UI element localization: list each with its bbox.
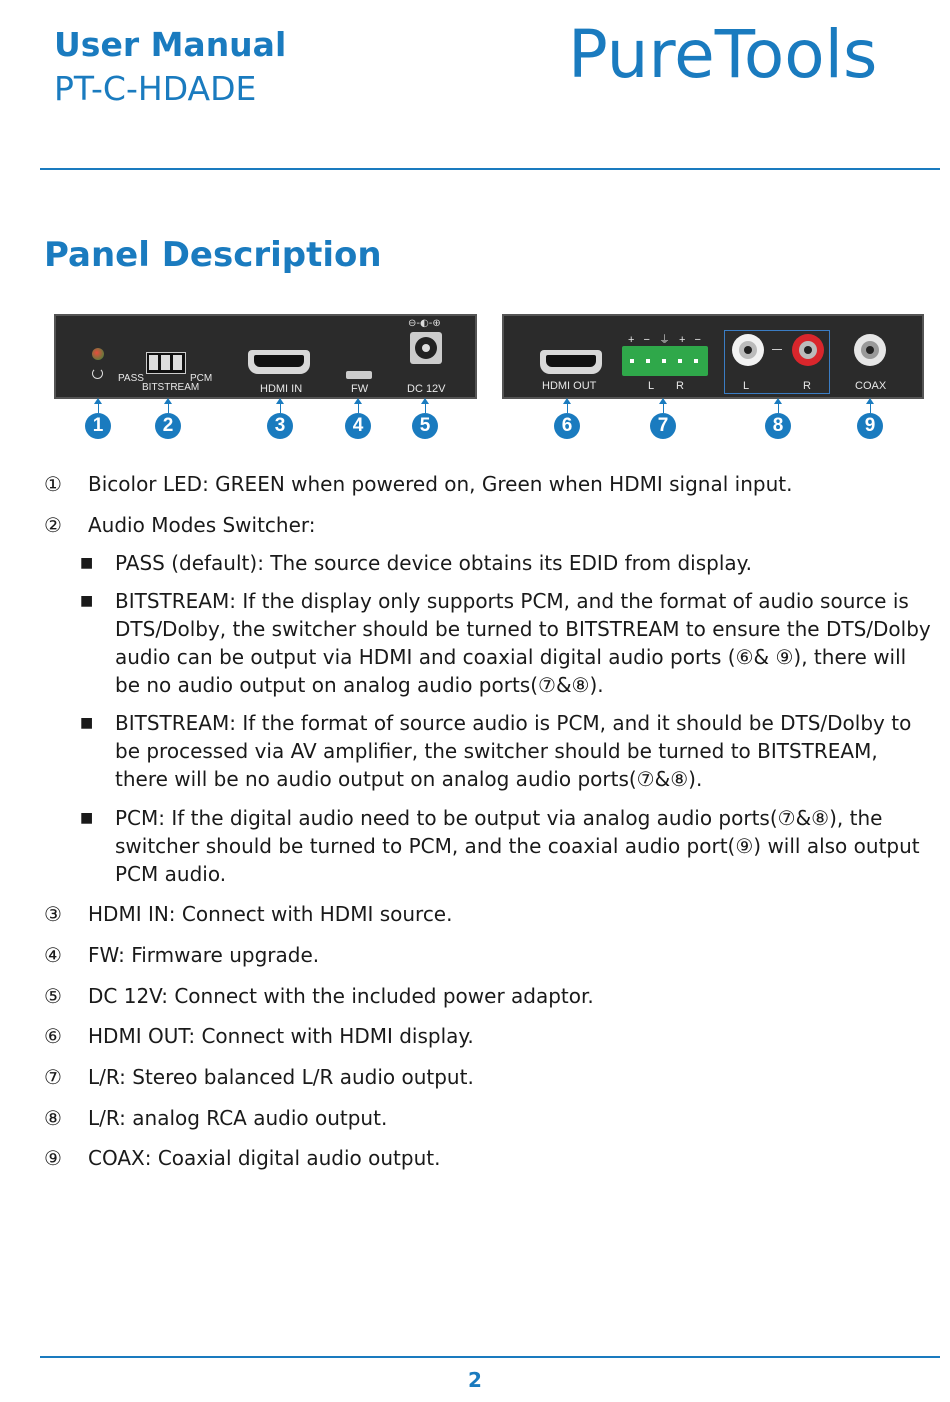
bullet-mark: ■ — [80, 715, 94, 731]
terminal-signs: + − ⏚ + − — [628, 334, 704, 346]
power-icon — [92, 368, 103, 379]
dc-polarity-icon: ⊖-◐-⊕ — [408, 318, 441, 329]
terminal-l-label: L — [648, 380, 655, 392]
item-text: L/R: Stereo balanced L/R audio output. — [88, 1065, 474, 1089]
puretools-logo: PureTools — [568, 16, 878, 93]
front-panel-image — [54, 314, 477, 399]
footer-divider — [40, 1356, 940, 1358]
item-number: ④ — [44, 943, 62, 967]
item-text: Audio Modes Switcher: — [88, 513, 316, 537]
rca-red-jack-icon — [792, 334, 824, 366]
fw-label: FW — [351, 383, 369, 395]
callout-badge-4: 4 — [345, 413, 371, 439]
bullet-text: BITSTREAM: If the display only supports PCM, and the format of audio source is DTS/Dolby, the switcher should be turned to BITSTREAM to ensure the DTS/Dolby audio can be output via HDMI and coaxial digital audio ports (⑥& ⑨), there will be no audio output on analog audio ports(⑦&⑧). — [115, 589, 931, 697]
item-number: ② — [44, 513, 62, 537]
item-number: ⑥ — [44, 1024, 62, 1048]
callout-badge-7: 7 — [650, 413, 676, 439]
bullet-mark: ■ — [80, 593, 94, 609]
callout-badge-6: 6 — [554, 413, 580, 439]
manual-title: User Manual — [54, 25, 287, 64]
bullet-mark: ■ — [80, 555, 94, 571]
section-title: Panel Description — [44, 235, 382, 275]
bullet-text: PASS (default): The source device obtains its EDID from display. — [115, 551, 752, 575]
switch-pass-label: PASS — [118, 373, 144, 384]
item-number: ⑨ — [44, 1146, 62, 1170]
header-divider — [40, 168, 940, 170]
bullet-text: PCM: If the digital audio need to be output via analog audio ports(⑦&⑧), the switcher should be turned to PCM, and the coaxial audio port(⑨) will also output PCM audio. — [115, 806, 920, 886]
rca-l-label: L — [743, 380, 750, 392]
item-number: ③ — [44, 902, 62, 926]
item-number: ⑦ — [44, 1065, 62, 1089]
switch-pcm-label: PCM — [190, 373, 213, 384]
callout-badge-1: 1 — [85, 413, 111, 439]
item-number: ⑤ — [44, 984, 62, 1008]
rear-panel-image — [502, 314, 924, 399]
item-text: Bicolor LED: GREEN when powered on, Green when HDMI signal input. — [88, 472, 793, 496]
switch-body-icon — [146, 352, 186, 374]
page-number: 2 — [468, 1368, 482, 1392]
bullet-text: BITSTREAM: If the format of source audio is PCM, and it should be DTS/Dolby to be processed via AV amplifier, the switcher should be turned to BITSTREAM, there will be no audio output on analog audio ports(⑦&⑧). — [115, 711, 912, 791]
terminal-block-icon — [622, 346, 708, 376]
item-number: ⑧ — [44, 1106, 62, 1130]
callout-badge-3: 3 — [267, 413, 293, 439]
item-text: DC 12V: Connect with the included power adaptor. — [88, 984, 594, 1008]
callout-badge-2: 2 — [155, 413, 181, 439]
item-text: HDMI OUT: Connect with HDMI display. — [88, 1024, 474, 1048]
led-icon — [92, 348, 104, 360]
item-text: L/R: analog RCA audio output. — [88, 1106, 388, 1130]
item-text: HDMI IN: Connect with HDMI source. — [88, 902, 453, 926]
dc-label: DC 12V — [407, 383, 446, 395]
callout-badge-8: 8 — [765, 413, 791, 439]
item-text: FW: Firmware upgrade. — [88, 943, 320, 967]
coax-label: COAX — [855, 380, 887, 392]
rca-separator — [772, 349, 782, 350]
dc-jack-icon — [410, 332, 442, 364]
switch-bitstream-label: BITSTREAM — [142, 382, 200, 393]
callout-badge-9: 9 — [857, 413, 883, 439]
rca-white-jack-icon — [732, 334, 764, 366]
bullet-mark: ■ — [80, 810, 94, 826]
micro-usb-port-icon — [346, 371, 372, 379]
callout-badge-5: 5 — [412, 413, 438, 439]
rca-r-label: R — [803, 380, 811, 392]
coax-jack-icon — [854, 334, 886, 366]
hdmi-in-port-icon — [248, 350, 310, 374]
hdmi-out-label: HDMI OUT — [542, 380, 597, 392]
item-number: ① — [44, 472, 62, 496]
hdmi-in-label: HDMI IN — [260, 383, 303, 395]
item-text: COAX: Coaxial digital audio output. — [88, 1146, 441, 1170]
terminal-r-label: R — [676, 380, 684, 392]
hdmi-out-port-icon — [540, 350, 602, 374]
model-number: PT-C-HDADE — [54, 69, 257, 108]
